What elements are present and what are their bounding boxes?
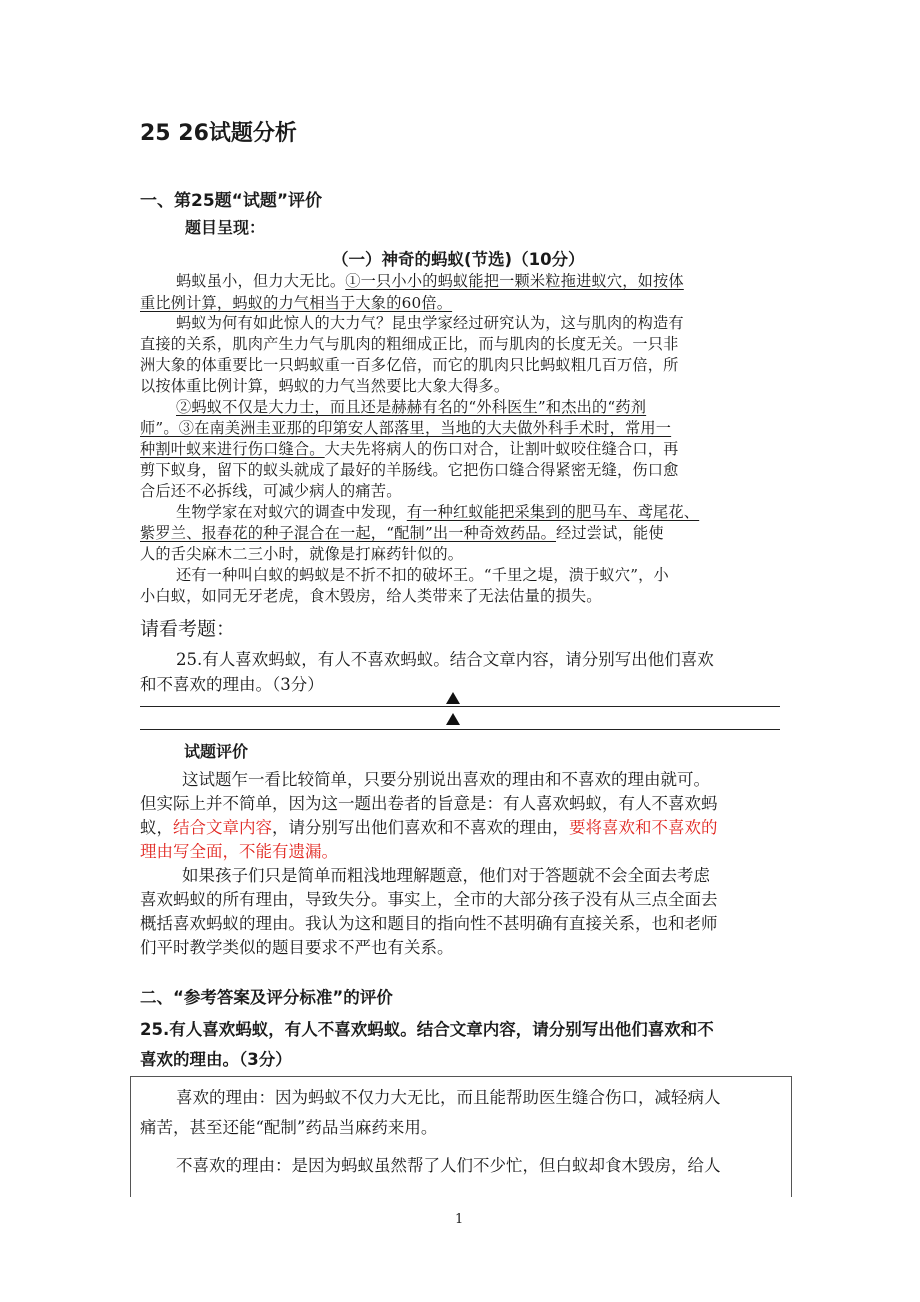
evaluation-line: 们平时教学类似的题目要求不严也有关系。 xyxy=(140,938,454,957)
underlined-sentence: 师”。③在南美洲圭亚那的印第安人部落里，当地的大夫做外科手术时，常用一 xyxy=(140,419,672,437)
highlighted-text: 结合文章内容 xyxy=(173,818,272,837)
question-line: 25.有人喜欢蚂蚁，有人不喜欢蚂蚁。结合文章内容，请分别写出他们喜欢 xyxy=(176,650,714,669)
underlined-sentence: ①一只小小的蚂蚁能把一颗米粒拖进蚁穴，如按体 xyxy=(345,272,684,290)
passage-line: 种割叶蚁来进行伤口缝合。大夫先将病人的伤口对合，让割叶蚁咬住缝合口，再 xyxy=(140,440,679,458)
page-title: 25 26试题分析 xyxy=(140,121,297,146)
evaluation-line: 如果孩子们只是简单而粗浅地理解题意，他们对于答题就不会全面去考虑 xyxy=(182,866,710,885)
exam-prompt: 请看考题： xyxy=(140,618,236,640)
section1-heading: 一、第25题“试题”评价 xyxy=(140,191,323,211)
evaluation-line: 但实际上并不简单，因为这一题出卷者的旨意是：有人喜欢蚂蚁，有人不喜欢蚂 xyxy=(140,794,718,813)
underlined-sentence: ②蚂蚁不仅是大力士，而且还是赫赫有名的“外科医生”和杰出的“药剂 xyxy=(176,398,647,416)
passage-line: 小白蚁，如同无牙老虎，食木毁房，给人类带来了无法估量的损失。 xyxy=(140,587,602,605)
evaluation-heading: 试题评价 xyxy=(184,742,249,761)
section2-heading: 二、“参考答案及评分标准”的评价 xyxy=(140,988,393,1007)
section1-subheading: 题目呈现： xyxy=(185,218,266,237)
page-number: 1 xyxy=(455,1212,464,1227)
underlined-sentence: 重比例计算，蚂蚁的力气相当于大象的60倍。 xyxy=(140,294,453,312)
answer-line: 痛苦，甚至还能“配制”药品当麻药来用。 xyxy=(140,1118,438,1137)
passage-title: （一）神奇的蚂蚁(节选)（10分） xyxy=(332,250,585,269)
section2-question-line: 25.有人喜欢蚂蚁，有人不喜欢蚂蚁。结合文章内容，请分别写出他们喜欢和不 xyxy=(140,1020,714,1039)
answer-line: 喜欢的理由：因为蚂蚁不仅力大无比，而且能帮助医生缝合伤口，减轻病人 xyxy=(176,1088,721,1107)
evaluation-line: 这试题乍一看比较简单，只要分别说出喜欢的理由和不喜欢的理由就可。 xyxy=(182,770,710,789)
highlighted-text: 要将喜欢和不喜欢的 xyxy=(569,818,718,837)
answer-line xyxy=(140,729,780,730)
passage-line: 直接的关系，肌肉产生力气与肌肉的粗细成正比，而与肌肉的长度无关。一只非 xyxy=(140,335,679,353)
passage-line: 生物学家在对蚁穴的调查中发现，有一种红蚁能把采集到的肥马车、鸢尾花、 xyxy=(176,503,700,521)
evaluation-line: 蚁，结合文章内容，请分别写出他们喜欢和不喜欢的理由，要将喜欢和不喜欢的 xyxy=(140,818,718,837)
passage-line: 蚂蚁虽小，但力大无比。①一只小小的蚂蚁能把一颗米粒拖进蚁穴，如按体 xyxy=(176,272,684,290)
underlined-sentence: 有一种红蚁能把采集到的肥马车、鸢尾花、 xyxy=(406,503,700,521)
passage-line: 紫罗兰、报春花的种子混合在一起，“配制”出一种奇效药品。经过尝试，能使 xyxy=(140,524,664,542)
evaluation-line: 喜欢蚂蚁的所有理由，导致失分。事实上，全市的大部分孩子没有从三点全面去 xyxy=(140,890,718,909)
highlighted-text: 理由写全面，不能有遗漏。 xyxy=(140,842,338,861)
passage-line: 蚂蚁为何有如此惊人的大力气？昆虫学家经过研究认为，这与肌肉的构造有 xyxy=(176,314,684,332)
passage-line: 剪下蚁身，留下的蚁头就成了最好的羊肠线。它把伤口缝合得紧密无缝，伤口愈 xyxy=(140,461,679,479)
passage-line: 人的舌尖麻木二三小时，就像是打麻药针似的。 xyxy=(140,545,464,563)
passage-line: 合后还不必拆线，可减少病人的痛苦。 xyxy=(140,482,402,500)
answer-mark-triangle xyxy=(446,713,460,725)
question-line: 和不喜欢的理由。（3分） xyxy=(140,675,324,694)
evaluation-line: 概括喜欢蚂蚁的理由。我认为这和题目的指向性不甚明确有直接关系，也和老师 xyxy=(140,914,718,933)
answer-line xyxy=(140,706,780,707)
underlined-sentence: 紫罗兰、报春花的种子混合在一起，“配制”出一种奇效药品。 xyxy=(140,524,557,542)
underlined-sentence: 种割叶蚁来进行伤口缝合。 xyxy=(140,440,325,458)
answer-mark-triangle xyxy=(446,692,460,704)
passage-line: 洲大象的体重要比一只蚂蚁重一百多亿倍，而它的肌肉只比蚂蚁粗几百万倍，所 xyxy=(140,356,679,374)
section2-question-line: 喜欢的理由。（3分） xyxy=(140,1050,292,1069)
passage-line: 以按体重比例计算，蚂蚁的力气当然要比大象大得多。 xyxy=(140,377,510,395)
answer-line: 不喜欢的理由：是因为蚂蚁虽然帮了人们不少忙，但白蚁却食木毁房，给人 xyxy=(176,1156,721,1175)
passage-line: 还有一种叫白蚁的蚂蚁是不折不扣的破坏王。“千里之堤，溃于蚁穴”，小 xyxy=(176,566,669,584)
